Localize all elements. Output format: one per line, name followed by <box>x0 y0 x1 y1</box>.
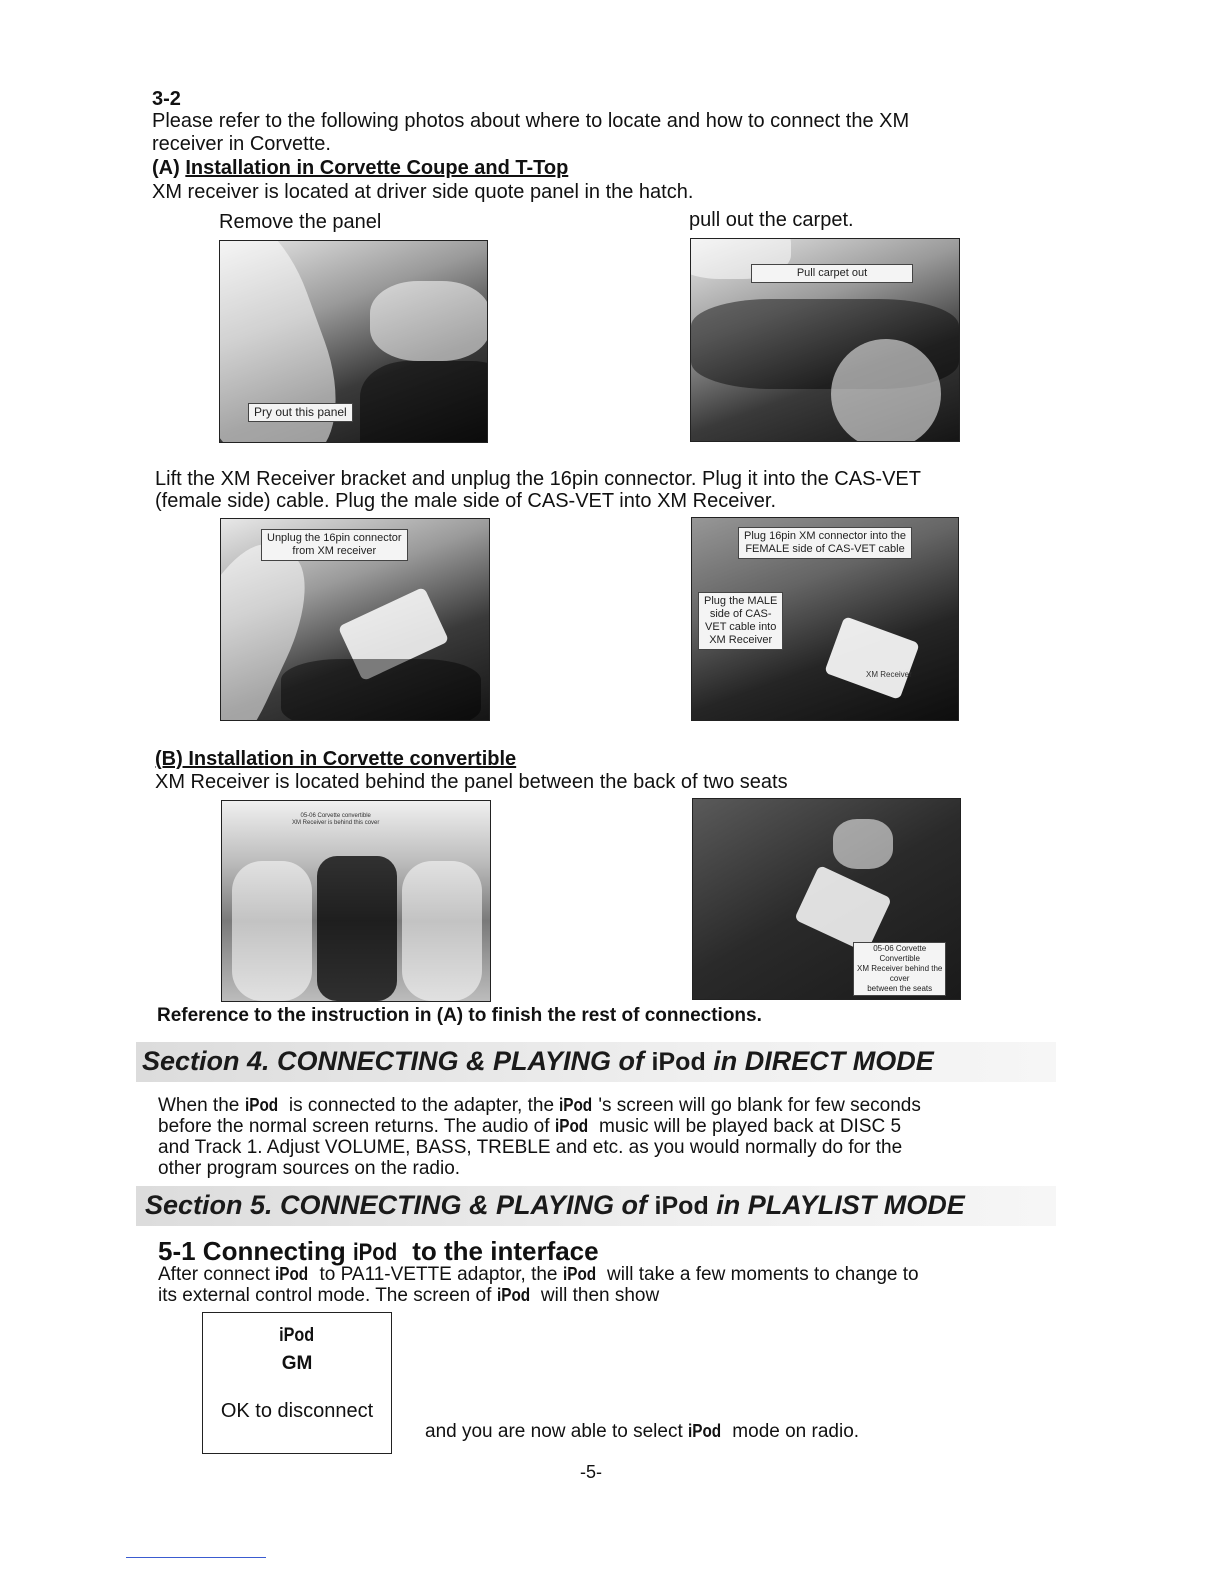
page-number: -5- <box>580 1462 602 1482</box>
caption-remove-panel: Remove the panel <box>219 211 382 233</box>
photo-plug-cas-vet <box>691 517 959 721</box>
photo-convertible-seats <box>221 800 491 1002</box>
label-xm-receiver: XM Receiver <box>866 670 912 679</box>
screen-ok-disconnect: OK to disconnect <box>220 1400 374 1422</box>
section-a-prefix: (A) <box>152 157 186 179</box>
reference-note: Reference to the instruction in (A) to finish the rest of connections. <box>157 1005 762 1026</box>
section-4-line-3: and Track 1. Adjust VOLUME, BASS, TREBLE and etc. as you would normally do for the <box>158 1137 903 1158</box>
photo-remove-panel <box>219 240 488 443</box>
intro-line-1: Please refer to the following photos about where to locate and how to connect the XM <box>152 110 910 132</box>
callout-pull-carpet: Pull carpet out <box>751 264 913 283</box>
screen-gm: GM <box>281 1353 313 1374</box>
footnote-rule <box>126 1557 266 1558</box>
callout-pry-panel: Pry out this panel <box>248 403 353 422</box>
callout-plug-male: Plug the MALE side of CAS- VET cable into XM Receiver <box>698 592 783 650</box>
section-4-title: Section 4. CONNECTING & PLAYING of iPod in DIRECT MODE <box>142 1046 934 1076</box>
section-a-location: XM receiver is located at driver side quote panel in the hatch. <box>152 181 694 203</box>
photo-pull-carpet <box>690 238 960 442</box>
label-behind-cover: 05-06 Corvette Convertible XM Receiver behind the cover between the seats <box>853 942 946 996</box>
section-b-heading: (B) Installation in Corvette convertible <box>155 748 517 770</box>
section-a-title: Installation in Corvette Coupe and T-Top <box>185 157 569 179</box>
part-number: 3-2 <box>152 88 181 110</box>
subsection-5-1-heading: 5-1 Connecting iPod to the interface <box>158 1236 599 1266</box>
intro-line-2: receiver in Corvette. <box>152 133 331 155</box>
screen-ipod: iPod <box>279 1325 315 1346</box>
section-4-line-1: When the iPod is connected to the adapter, the iPod 's screen will go blank for few seconds <box>158 1095 921 1116</box>
callout-unplug: Unplug the 16pin connector from XM receiver <box>261 529 408 561</box>
caption-pull-carpet: pull out the carpet. <box>689 209 854 231</box>
section-b-location: XM Receiver is located behind the panel between the back of two seats <box>155 771 788 793</box>
photo-receiver-behind-cover <box>692 798 961 1000</box>
callout-plug-female: Plug 16pin XM connector into the FEMALE side of CAS-VET cable <box>738 527 912 559</box>
section-a-heading <box>152 157 568 180</box>
instruction-line-1: Lift the XM Receiver bracket and unplug the 16pin connector. Plug it into the CAS-VET <box>155 468 921 490</box>
instruction-line-2: (female side) cable. Plug the male side of CAS-VET into XM Receiver. <box>155 490 777 512</box>
section-4-line-4: other program sources on the radio. <box>158 1158 461 1179</box>
label-convertible: 05-06 Corvette convertible XM Receiver is behind this cover <box>292 813 380 826</box>
photo-unplug-connector <box>220 518 490 721</box>
section-5-line-2: its external control mode. The screen of iPod will then show <box>158 1285 660 1306</box>
section-5-after-screen: and you are now able to select iPod mode on radio. <box>425 1421 860 1442</box>
ipod-screen-display <box>202 1312 392 1454</box>
section-5-line-1: After connect iPod to PA11-VETTE adaptor, the iPod will take a few moments to change to <box>158 1264 919 1285</box>
section-5-title: Section 5. CONNECTING & PLAYING of iPod in PLAYLIST MODE <box>145 1190 965 1220</box>
section-4-line-2: before the normal screen returns. The audio of iPod music will be played back at DISC 5 <box>158 1116 902 1137</box>
